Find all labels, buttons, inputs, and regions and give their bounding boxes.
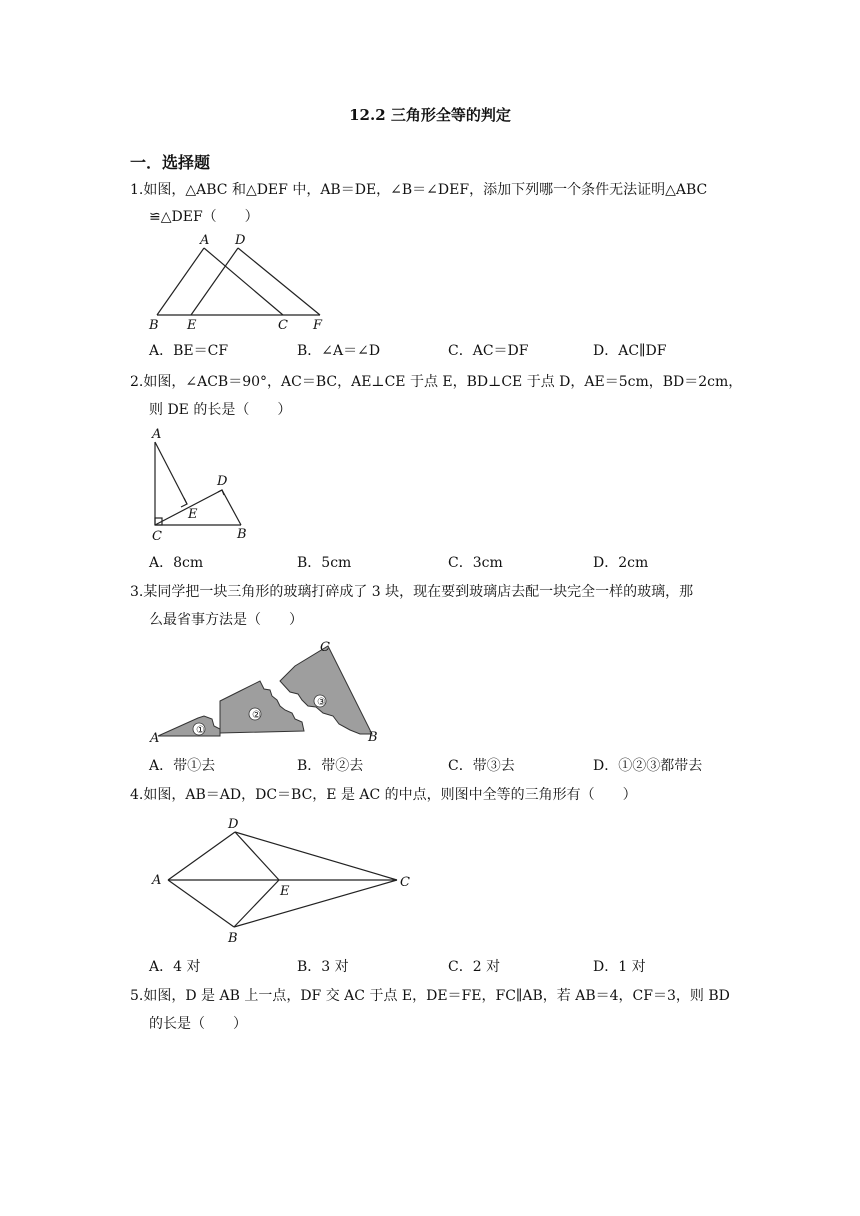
question-3-text-line1: 3.某同学把一块三角形的玻璃打碎成了 3 块，现在要到玻璃店去配一块完全一样的玻璃，那 bbox=[130, 584, 694, 600]
fig1-label-d: D bbox=[235, 233, 246, 248]
question-3-option-a[interactable]: A．带①去 bbox=[149, 758, 216, 774]
fig3-label-c: C bbox=[320, 640, 330, 655]
question-5-text-line1: 5.如图，D 是 AB 上一点，DF 交 AC 于点 E，DE＝FE，FC∥AB，若 AB＝4，CF＝3，则 BD bbox=[130, 988, 730, 1004]
fig1-label-e: E bbox=[187, 318, 197, 333]
question-1-option-d[interactable]: D．AC∥DF bbox=[593, 343, 667, 359]
question-3-option-d[interactable]: D．①②③都带去 bbox=[593, 758, 703, 774]
question-4-figure bbox=[140, 812, 430, 952]
question-4-option-a[interactable]: A．4 对 bbox=[149, 959, 201, 975]
fig4-label-a: A bbox=[152, 873, 162, 888]
question-1-option-c[interactable]: C．AC＝DF bbox=[448, 343, 529, 359]
question-2-figure bbox=[140, 424, 260, 544]
fig3-piece-1-label: ① bbox=[196, 725, 205, 736]
question-1-text-line2: ≌△DEF（ ） bbox=[149, 209, 259, 225]
fig2-label-c: C bbox=[152, 529, 162, 544]
section-heading: 一．选择题 bbox=[130, 153, 211, 172]
question-3-option-b[interactable]: B．带②去 bbox=[297, 758, 364, 774]
question-2-option-a[interactable]: A．8cm bbox=[149, 555, 204, 571]
question-2-text-line1: 2.如图，∠ACB＝90°，AC＝BC，AE⊥CE 于点 E，BD⊥CE 于点 D，AE＝5cm，BD＝2cm， bbox=[130, 374, 743, 390]
question-1-figure bbox=[140, 232, 340, 334]
question-2-option-d[interactable]: D．2cm bbox=[593, 555, 649, 571]
question-2-option-b[interactable]: B．5cm bbox=[297, 555, 352, 571]
fig2-label-e: E bbox=[188, 507, 198, 522]
question-3-figure bbox=[140, 634, 390, 746]
question-4-option-b[interactable]: B．3 对 bbox=[297, 959, 349, 975]
fig1-label-f: F bbox=[313, 318, 323, 333]
fig1-label-b: B bbox=[149, 318, 159, 333]
fig3-label-a: A bbox=[150, 731, 160, 746]
fig1-label-c: C bbox=[278, 318, 288, 333]
question-2-option-c[interactable]: C．3cm bbox=[448, 555, 503, 571]
fig2-label-d: D bbox=[217, 474, 228, 489]
fig1-label-a: A bbox=[200, 233, 210, 248]
question-2-text-line2: 则 DE 的长是（ ） bbox=[149, 402, 292, 418]
fig2-label-a: A bbox=[152, 427, 162, 442]
question-1-option-b[interactable]: B．∠A＝∠D bbox=[297, 343, 381, 359]
fig3-piece-2-label: ② bbox=[252, 710, 261, 721]
question-1-text-line1: 1.如图，△ABC 和△DEF 中，AB＝DE，∠B＝∠DEF，添加下列哪一个条件无法证明△ABC bbox=[130, 182, 708, 198]
fig4-label-c: C bbox=[400, 875, 410, 890]
page-title: 12.2 三角形全等的判定 bbox=[349, 106, 511, 124]
fig3-piece-3-label: ③ bbox=[317, 697, 326, 708]
question-1-option-a[interactable]: A．BE＝CF bbox=[149, 343, 229, 359]
question-3-option-c[interactable]: C．带③去 bbox=[448, 758, 515, 774]
fig4-label-e: E bbox=[280, 884, 290, 899]
question-3-text-line2: 么最省事方法是（ ） bbox=[149, 612, 303, 628]
fig3-label-b: B bbox=[368, 730, 378, 745]
question-4-option-c[interactable]: C．2 对 bbox=[448, 959, 501, 975]
question-4-text-line1: 4.如图，AB＝AD，DC＝BC，E 是 AC 的中点，则图中全等的三角形有（ ） bbox=[130, 787, 637, 803]
question-5-text-line2: 的长是（ ） bbox=[149, 1016, 247, 1032]
question-4-option-d[interactable]: D．1 对 bbox=[593, 959, 646, 975]
fig4-label-d: D bbox=[228, 817, 239, 832]
fig2-label-b: B bbox=[237, 527, 247, 542]
fig4-label-b: B bbox=[228, 931, 238, 946]
